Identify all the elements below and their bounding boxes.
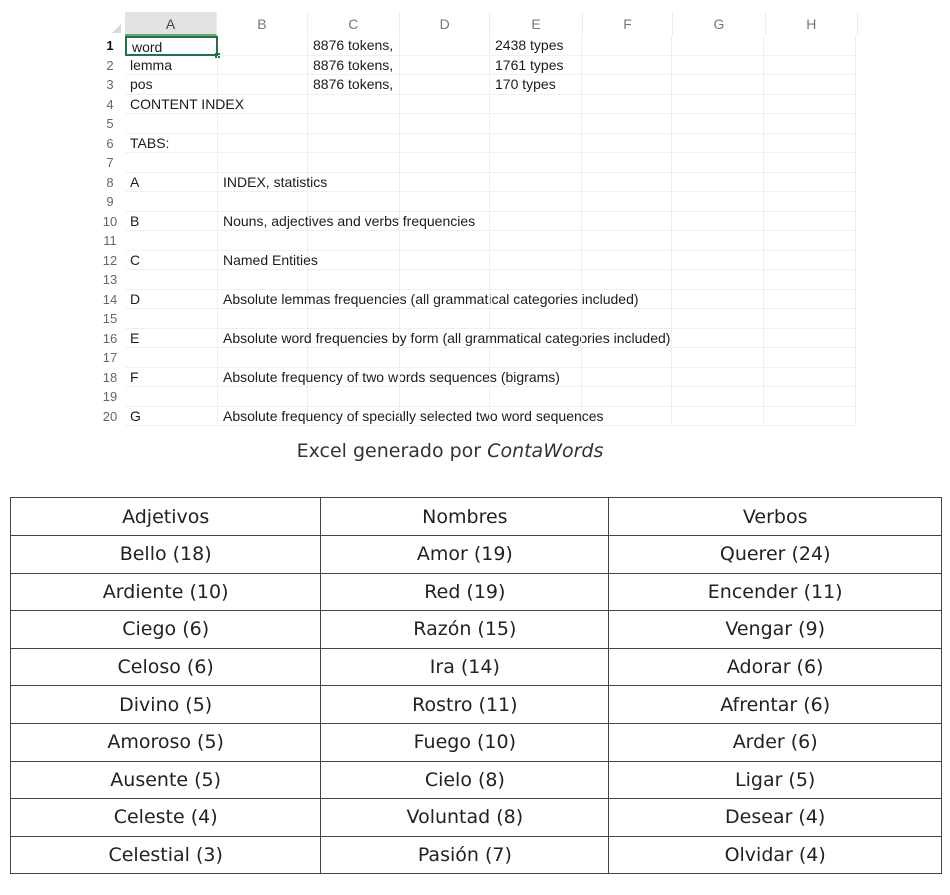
sheet-cell[interactable] (308, 95, 400, 115)
sheet-cell[interactable] (672, 368, 764, 388)
sheet-cell[interactable] (582, 309, 672, 329)
cell-text: INDEX, statistics (223, 173, 328, 190)
table-row (11, 611, 942, 649)
sheet-cell[interactable] (308, 36, 400, 56)
sheet-cell[interactable] (764, 95, 856, 115)
table-cell: Olvidar (4) (609, 836, 942, 874)
sheet-cell[interactable] (490, 192, 582, 212)
sheet-cell[interactable] (490, 153, 582, 173)
caption-brand: ContaWords (487, 440, 604, 462)
sheet-cell[interactable] (764, 192, 856, 212)
table-cell: Razón (15) (321, 611, 609, 649)
sheet-cell[interactable] (400, 387, 490, 407)
cell-text: E (130, 329, 140, 346)
sheet-cell[interactable] (400, 56, 490, 76)
cell-text: Absolute frequency of specially selected two word sequences (223, 407, 604, 424)
sheet-cell[interactable] (582, 270, 672, 290)
sheet-cell[interactable] (582, 348, 672, 368)
sheet-cell[interactable] (125, 309, 218, 329)
sheet-cell[interactable] (125, 270, 218, 290)
sheet-cell[interactable] (218, 134, 308, 154)
sheet-cell[interactable] (125, 387, 218, 407)
sheet-cell[interactable] (308, 192, 400, 212)
sheet-cell[interactable] (672, 348, 764, 368)
row-header[interactable]: 11 (103, 233, 117, 248)
sheet-cell[interactable] (672, 212, 764, 232)
sheet-cell[interactable] (218, 348, 308, 368)
sheet-cell[interactable] (400, 75, 490, 95)
table-cell: Ligar (5) (609, 761, 942, 799)
cell-text: F (130, 368, 139, 385)
sheet-cell[interactable] (308, 309, 400, 329)
sheet-cell[interactable] (582, 192, 672, 212)
sheet-cell[interactable] (400, 134, 490, 154)
sheet-cell[interactable] (490, 212, 582, 232)
cell-text: 8876 tokens, (313, 56, 394, 73)
sheet-cell[interactable] (125, 251, 218, 271)
header-verbos: Verbos (609, 498, 942, 536)
table-row (11, 648, 942, 686)
sheet-cell[interactable] (582, 368, 672, 388)
sheet-row (95, 173, 858, 193)
table-cell: Cielo (8) (321, 761, 609, 799)
sheet-cell[interactable] (672, 36, 764, 56)
sheet-cell[interactable] (308, 387, 400, 407)
sheet-cell[interactable] (582, 251, 672, 271)
row-header[interactable]: 10 (102, 213, 118, 229)
sheet-row (95, 387, 858, 407)
cell-text: pos (130, 76, 153, 92)
sheet-cell[interactable] (308, 348, 400, 368)
sheet-cell[interactable] (764, 329, 856, 349)
sheet-cell[interactable] (218, 329, 671, 349)
cell-text: 2438 types (495, 37, 564, 53)
cell-grid (95, 36, 858, 426)
table-row (11, 686, 942, 724)
sheet-cell[interactable] (672, 173, 764, 193)
sheet-cell[interactable] (400, 36, 490, 56)
row-header[interactable]: 1 (106, 38, 114, 53)
sheet-cell[interactable] (764, 387, 856, 407)
table-row (11, 536, 942, 574)
row-header[interactable]: 3 (106, 77, 114, 92)
table-cell: Red (19) (321, 573, 609, 611)
sheet-cell[interactable] (490, 56, 582, 76)
cell-text: 8876 tokens, (313, 76, 394, 92)
sheet-cell[interactable] (125, 95, 245, 115)
sheet-cell[interactable] (218, 36, 308, 56)
table-cell: Celestial (3) (11, 836, 321, 874)
row-header[interactable]: 17 (102, 350, 118, 365)
sheet-cell[interactable] (125, 212, 218, 232)
table-cell: Fuego (10) (321, 723, 609, 761)
sheet-cell[interactable] (490, 36, 582, 56)
sheet-cell[interactable] (582, 173, 672, 193)
sheet-cell[interactable] (218, 309, 308, 329)
sheet-cell[interactable] (400, 309, 490, 329)
sheet-cell[interactable] (125, 153, 218, 173)
row-header[interactable]: 20 (102, 408, 118, 424)
sheet-cell[interactable] (218, 407, 604, 427)
cell-text: 1761 types (495, 56, 564, 73)
sheet-cell[interactable] (400, 192, 490, 212)
table-cell: Encender (11) (609, 573, 942, 611)
row-header[interactable]: 16 (102, 330, 118, 346)
sheet-cell[interactable] (764, 153, 856, 173)
table-cell: Rostro (11) (321, 686, 609, 724)
cell-text: D (130, 290, 141, 307)
table-row (11, 723, 942, 761)
table-body (11, 536, 942, 874)
sheet-cell[interactable] (218, 173, 328, 193)
sheet-cell[interactable] (582, 114, 672, 134)
sheet-cell[interactable] (308, 270, 400, 290)
sheet-cell[interactable] (672, 114, 764, 134)
sheet-cell[interactable] (308, 407, 400, 427)
sheet-cell[interactable] (218, 114, 308, 134)
cell-text: A (130, 173, 140, 190)
sheet-cell[interactable] (218, 153, 308, 173)
sheet-cell[interactable] (218, 95, 308, 115)
sheet-row (95, 114, 858, 134)
frequency-table (10, 497, 942, 874)
sheet-cell[interactable] (490, 368, 582, 388)
sheet-cell[interactable] (764, 56, 856, 76)
sheet-cell[interactable] (490, 329, 582, 349)
sheet-cell[interactable] (125, 192, 218, 212)
cell-text: 8876 tokens, (313, 37, 394, 53)
sheet-cell[interactable] (400, 270, 490, 290)
sheet-cell[interactable] (308, 56, 400, 76)
sheet-cell[interactable] (490, 251, 582, 271)
sheet-cell[interactable] (490, 114, 582, 134)
sheet-cell[interactable] (400, 329, 490, 349)
sheet-cell[interactable] (764, 36, 856, 56)
row-header[interactable]: 5 (106, 116, 114, 131)
sheet-cell[interactable] (490, 270, 582, 290)
sheet-cell[interactable] (400, 114, 490, 134)
sheet-cell[interactable] (490, 95, 582, 115)
sheet-cell[interactable] (308, 231, 400, 251)
sheet-cell[interactable] (308, 75, 400, 95)
sheet-cell[interactable] (400, 290, 490, 310)
table-row (11, 799, 942, 837)
header-adjetivos: Adjetivos (11, 498, 321, 536)
table-cell: Ira (14) (321, 648, 609, 686)
sheet-cell[interactable] (400, 231, 490, 251)
table-cell: Pasión (7) (321, 836, 609, 874)
select-all-triangle-icon (112, 24, 121, 33)
sheet-cell[interactable] (672, 251, 764, 271)
table-cell: Amoroso (5) (11, 723, 321, 761)
sheet-cell[interactable] (672, 231, 764, 251)
sheet-cell[interactable] (218, 75, 308, 95)
table-cell: Ardiente (10) (11, 573, 321, 611)
sheet-cell[interactable] (764, 212, 856, 232)
row-header[interactable]: 14 (102, 291, 118, 307)
sheet-cell[interactable] (400, 407, 490, 427)
sheet-cell[interactable] (400, 173, 490, 193)
sheet-cell[interactable] (125, 290, 218, 310)
table-cell: Voluntad (8) (321, 799, 609, 837)
sheet-cell[interactable] (764, 290, 856, 310)
sheet-cell[interactable] (582, 75, 672, 95)
sheet-cell[interactable] (764, 231, 856, 251)
sheet-cell[interactable] (218, 231, 308, 251)
sheet-cell[interactable] (764, 368, 856, 388)
sheet-cell[interactable] (400, 368, 490, 388)
sheet-row (95, 270, 858, 290)
cell-text: TABS: (130, 134, 170, 151)
caption-text: Excel generado por (296, 440, 488, 462)
sheet-cell[interactable] (308, 212, 400, 232)
table-header-row (11, 498, 942, 536)
column-header-a[interactable]: A (125, 12, 217, 36)
sheet-cell[interactable] (218, 290, 639, 310)
sheet-row (95, 153, 858, 173)
sheet-cell[interactable] (125, 36, 218, 56)
sheet-cell[interactable] (764, 114, 856, 134)
sheet-cell[interactable] (125, 368, 218, 388)
sheet-cell[interactable] (672, 95, 764, 115)
sheet-cell[interactable] (125, 114, 218, 134)
cell-text: Absolute word frequencies by form (all grammatical categories included) (223, 329, 671, 346)
sheet-cell[interactable] (308, 368, 400, 388)
sheet-cell[interactable] (400, 95, 490, 115)
sheet-cell[interactable] (308, 329, 400, 349)
sheet-cell[interactable] (490, 75, 582, 95)
sheet-cell[interactable] (764, 270, 856, 290)
cell-text: G (130, 407, 141, 424)
sheet-cell[interactable] (218, 56, 308, 76)
sheet-cell[interactable] (582, 212, 672, 232)
sheet-row (95, 192, 858, 212)
column-header-g[interactable]: G (673, 12, 765, 36)
sheet-cell[interactable] (308, 114, 400, 134)
sheet-row (95, 407, 858, 427)
sheet-cell[interactable] (308, 290, 400, 310)
sheet-row (95, 36, 858, 56)
sheet-cell[interactable] (218, 251, 318, 271)
sheet-cell[interactable] (672, 56, 764, 76)
sheet-cell[interactable] (764, 251, 856, 271)
sheet-cell[interactable] (490, 231, 582, 251)
row-header[interactable]: 2 (106, 57, 114, 73)
table-row (11, 573, 942, 611)
table-cell: Adorar (6) (609, 648, 942, 686)
sheet-cell[interactable] (218, 368, 560, 388)
sheet-cell[interactable] (308, 153, 400, 173)
cell-text: CONTENT INDEX (130, 95, 245, 112)
cell-text: lemma (130, 56, 173, 73)
row-header[interactable]: 15 (102, 311, 118, 326)
sheet-cell[interactable] (400, 153, 490, 173)
row-header[interactable]: 18 (102, 369, 118, 385)
table-cell: Bello (18) (11, 536, 321, 574)
sheet-cell[interactable] (672, 407, 764, 427)
cell-text: C (130, 251, 141, 268)
table-cell: Divino (5) (11, 686, 321, 724)
sheet-cell[interactable] (764, 173, 856, 193)
sheet-cell[interactable] (582, 56, 672, 76)
sheet-cell[interactable] (125, 231, 218, 251)
sheet-cell[interactable] (308, 251, 400, 271)
sheet-cell[interactable] (308, 173, 400, 193)
sheet-cell[interactable] (218, 192, 308, 212)
sheet-cell[interactable] (582, 407, 672, 427)
sheet-cell[interactable] (218, 212, 476, 232)
spreadsheet-screenshot (95, 12, 858, 426)
sheet-cell[interactable] (490, 348, 582, 368)
sheet-cell[interactable] (125, 56, 218, 76)
sheet-row (95, 348, 858, 368)
sheet-cell[interactable] (490, 407, 582, 427)
column-header-f[interactable]: F (583, 12, 673, 36)
sheet-cell[interactable] (582, 231, 672, 251)
header-nombres: Nombres (321, 498, 609, 536)
row-header[interactable]: 12 (102, 252, 118, 268)
sheet-cell[interactable] (400, 251, 490, 271)
sheet-row (95, 134, 858, 154)
sheet-cell[interactable] (582, 134, 672, 154)
table-cell: Celeste (4) (11, 799, 321, 837)
sheet-cell[interactable] (218, 387, 308, 407)
cell-text: Absolute frequency of two words sequences (bigrams) (223, 368, 560, 385)
sheet-cell[interactable] (125, 348, 218, 368)
column-header-row (95, 12, 858, 36)
sheet-row (95, 212, 858, 232)
sheet-cell[interactable] (764, 134, 856, 154)
column-header-e[interactable]: E (490, 12, 582, 36)
table-cell: Amor (19) (321, 536, 609, 574)
sheet-cell[interactable] (400, 348, 490, 368)
sheet-cell[interactable] (764, 407, 856, 427)
sheet-cell[interactable] (582, 290, 672, 310)
sheet-cell[interactable] (582, 95, 672, 115)
sheet-cell[interactable] (672, 134, 764, 154)
sheet-row (95, 309, 858, 329)
sheet-cell[interactable] (582, 329, 672, 349)
sheet-cell[interactable] (125, 75, 218, 95)
sheet-row (95, 95, 858, 115)
row-header[interactable]: 6 (106, 135, 114, 151)
sheet-cell[interactable] (672, 270, 764, 290)
table-cell: Ciego (6) (11, 611, 321, 649)
table-cell: Vengar (9) (609, 611, 942, 649)
sheet-cell[interactable] (582, 153, 672, 173)
sheet-cell[interactable] (490, 290, 582, 310)
row-header[interactable]: 4 (106, 96, 114, 112)
sheet-cell[interactable] (125, 173, 218, 193)
table-cell: Querer (24) (609, 536, 942, 574)
sheet-row (95, 251, 858, 271)
cell-text: word (132, 39, 163, 55)
table-cell: Desear (4) (609, 799, 942, 837)
select-all-corner[interactable] (95, 12, 125, 36)
sheet-cell[interactable] (400, 212, 490, 232)
sheet-cell[interactable] (672, 290, 764, 310)
sheet-cell[interactable] (490, 309, 582, 329)
sheet-cell[interactable] (490, 173, 582, 193)
sheet-cell[interactable] (764, 348, 856, 368)
cell-text: 170 types (495, 76, 556, 92)
sheet-row (95, 231, 858, 251)
sheet-cell[interactable] (125, 329, 218, 349)
row-header[interactable]: 7 (106, 155, 114, 170)
sheet-cell[interactable] (764, 309, 856, 329)
sheet-cell[interactable] (672, 153, 764, 173)
cell-text: Nouns, adjectives and verbs frequencies (223, 212, 476, 229)
column-header-c[interactable]: C (308, 12, 400, 36)
sheet-cell[interactable] (308, 134, 400, 154)
column-header-h[interactable]: H (766, 12, 858, 36)
column-header-b[interactable]: B (217, 12, 307, 36)
sheet-cell[interactable] (218, 270, 308, 290)
sheet-cell[interactable] (672, 309, 764, 329)
column-header-d[interactable]: D (400, 12, 490, 36)
cell-text: Named Entities (223, 251, 318, 268)
row-header[interactable]: 19 (102, 389, 118, 404)
sheet-cell[interactable] (490, 134, 582, 154)
sheet-cell[interactable] (672, 192, 764, 212)
table-row (11, 836, 942, 874)
sheet-cell[interactable] (490, 387, 582, 407)
sheet-row (95, 56, 858, 76)
table-cell: Ausente (5) (11, 761, 321, 799)
cell-text: Absolute lemmas frequencies (all grammatical categories included) (223, 290, 639, 307)
sheet-cell[interactable] (672, 75, 764, 95)
table-cell: Arder (6) (609, 723, 942, 761)
row-header[interactable]: 13 (102, 272, 118, 287)
sheet-row (95, 290, 858, 310)
figure-caption (0, 440, 900, 462)
row-header[interactable]: 9 (106, 194, 114, 209)
sheet-row (95, 75, 858, 95)
table-row (11, 761, 942, 799)
sheet-cell[interactable] (672, 387, 764, 407)
sheet-cell[interactable] (125, 407, 218, 427)
table-cell: Afrentar (6) (609, 686, 942, 724)
sheet-cell[interactable] (125, 134, 218, 154)
sheet-cell[interactable] (582, 387, 672, 407)
cell-text: B (130, 212, 140, 229)
table-cell: Celoso (6) (11, 648, 321, 686)
sheet-row (95, 368, 858, 388)
sheet-cell[interactable] (672, 329, 764, 349)
sheet-row (95, 329, 858, 349)
sheet-cell[interactable] (582, 36, 672, 56)
sheet-cell[interactable] (764, 75, 856, 95)
row-header[interactable]: 8 (106, 174, 114, 190)
